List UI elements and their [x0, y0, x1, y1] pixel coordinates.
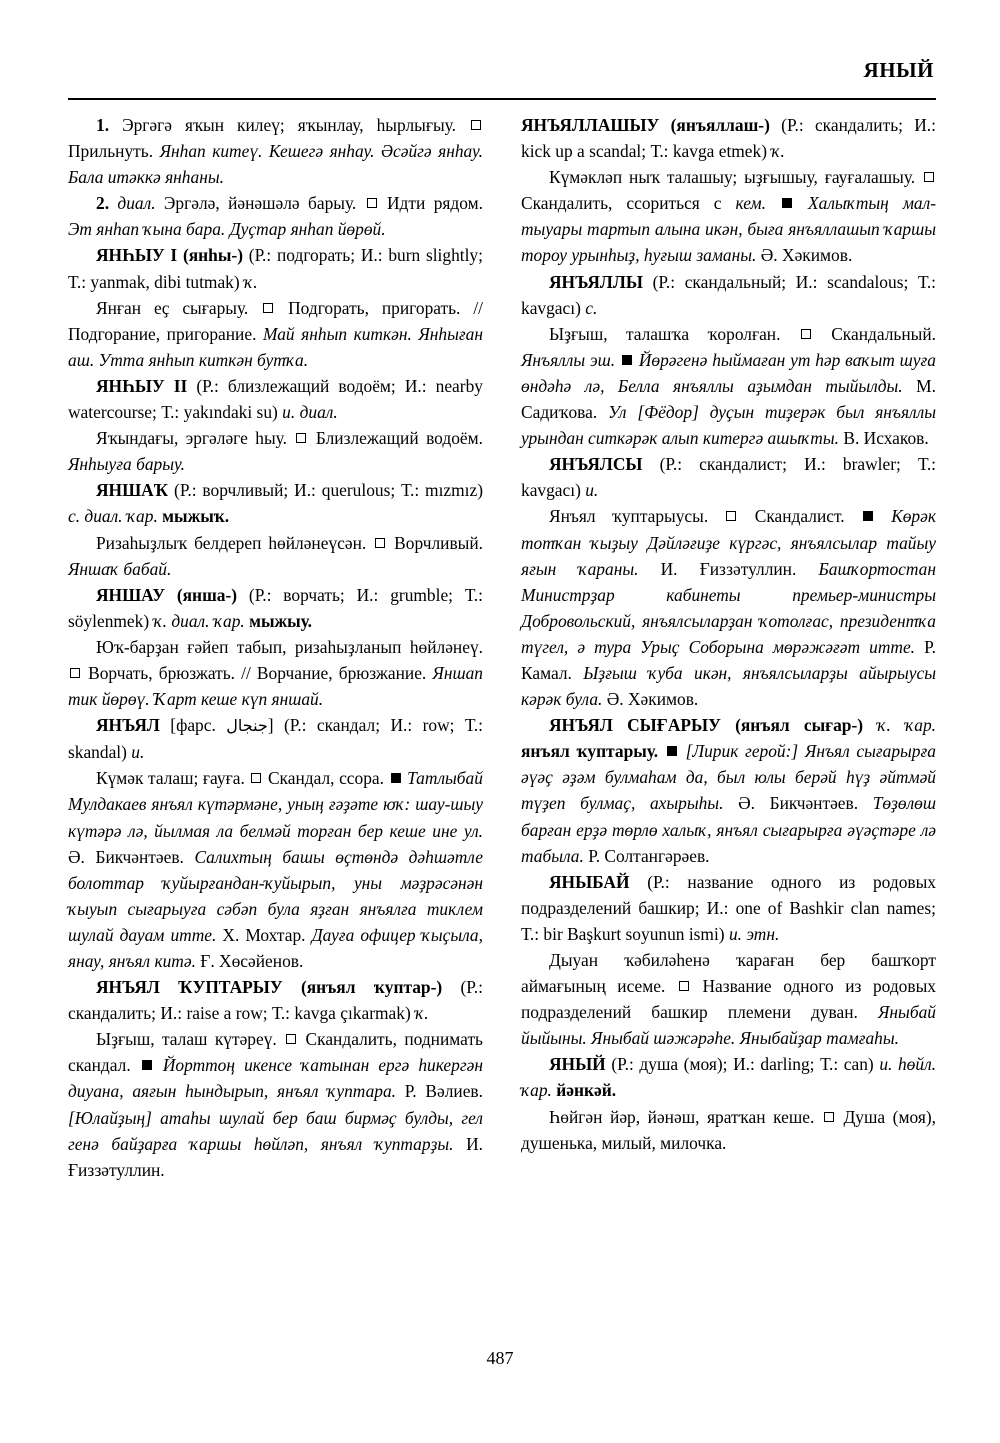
- citation-author: Ә. Хәкимов.: [606, 689, 699, 710]
- definition-bashkir: Ыҙғыш, талашҡа ҡоролған.: [549, 323, 781, 344]
- en-label: И.:: [390, 715, 413, 736]
- en-label: И.:: [795, 271, 818, 292]
- ru-label: Р.:: [466, 977, 483, 998]
- tr-label: Т.:: [521, 923, 540, 944]
- gloss-open: (: [611, 1054, 618, 1075]
- tr-label: Т.:: [917, 271, 937, 292]
- sense-1-russian: Прильнуть.: [68, 141, 154, 162]
- pos-label: ҡ. диал. ҡар.: [153, 610, 245, 631]
- entry-yanhyu-1-head: [68, 242, 483, 294]
- sense-number-2: 2.: [96, 193, 110, 214]
- entry-yanshak-body: [68, 530, 483, 582]
- entry-yanyallashyu-head: [521, 112, 936, 164]
- ru-label: Р.:: [289, 715, 307, 736]
- etymology-label: [фарс.: [170, 715, 216, 736]
- tr-label: Т.:: [464, 584, 483, 605]
- gloss-open: (: [248, 245, 255, 266]
- gloss-open: (: [652, 271, 659, 292]
- ru-gloss: скандалист;: [699, 454, 787, 475]
- headword-stem: (янһы-): [182, 245, 244, 266]
- headword-stem: (янъяллаш-): [670, 115, 770, 135]
- square-open-icon: [367, 198, 377, 208]
- en-gloss: row;: [422, 715, 455, 736]
- square-open-icon: [924, 172, 934, 182]
- citation-text: Төҙөлөш барған ерҙә төрлө халыҡ, янъял сығарырға әүәҫтәре лә табыла.: [521, 793, 936, 866]
- gloss-open: (: [460, 977, 467, 998]
- ru-gloss: скандалить;: [814, 115, 903, 135]
- pos-label: и.: [282, 402, 296, 423]
- en-label: И.:: [404, 375, 427, 396]
- definition-russian-italic-tail: кем.: [735, 193, 766, 214]
- en-gloss: nearby watercourse;: [68, 375, 483, 423]
- examples: Янһыуға барыу.: [68, 454, 185, 475]
- ru-gloss: близлежащий водоём;: [227, 375, 396, 396]
- entry-yanyal-body: [68, 765, 483, 974]
- definition-bashkir: Дыуан ҡәбиләһенә ҡараған бер башҡорт аймағының исеме.: [521, 950, 936, 997]
- en-label: И.:: [356, 584, 379, 605]
- gloss-open: (: [196, 375, 203, 396]
- citation-author: Р. Камал.: [521, 636, 936, 683]
- en-gloss: one of Bashkir clan names;: [735, 897, 936, 918]
- entry-yanshau-head: [68, 582, 483, 634]
- definition-bashkir: Ыҙғыш, талаш күтәреү.: [96, 1029, 277, 1050]
- gloss-open: (: [659, 454, 666, 475]
- entry-yanyally-head: [521, 269, 936, 321]
- running-head: ЯНЫЙ: [863, 58, 934, 82]
- en-label: И.:: [914, 115, 936, 135]
- pos-label: ҡ.: [244, 271, 258, 292]
- en-gloss: querulous;: [321, 480, 396, 501]
- entry-yanyalsy-head: [521, 451, 936, 503]
- tr-label: Т.:: [401, 480, 420, 501]
- definition-bashkir: Янъял ҡуптарыусы.: [549, 506, 709, 527]
- cross-reference: йәнкәй.: [556, 1080, 617, 1101]
- gloss-open: (: [174, 480, 180, 501]
- ru-label: Р.:: [653, 871, 670, 892]
- ru-label: Р.:: [665, 454, 683, 475]
- ru-label: Р.:: [179, 480, 197, 501]
- entry-yanybay-head: [521, 869, 936, 947]
- definition-russian: Близлежащий водоём.: [315, 428, 483, 449]
- citation-text: Салихтың башы өҫтөндә дәһшәтле болоттар ҡуйырғандан-ҡуйырып, уны мәҙрәсәнән ҡыуып сығарыуға сәбәп була яҙған янъялға тиклем шулай дауам итте.: [68, 846, 483, 945]
- headword: ЯНҺЫУ I: [96, 245, 178, 266]
- right-column: [521, 112, 936, 1342]
- tr-gloss: skandal): [68, 742, 127, 763]
- citation-text: Йорттоң икенсе ҡатынан ергә һикергән диуана, аяғын һындырып, янъял ҡуптара.: [68, 1055, 483, 1102]
- entry-yanyalsy-body: [521, 503, 936, 712]
- entry-yanyallashyu-body: [521, 164, 936, 268]
- cross-reference: мыжыҡ.: [162, 506, 230, 527]
- citation-author: И. Ғиззәтуллин.: [660, 558, 797, 579]
- square-filled-icon: [667, 746, 677, 756]
- en-gloss: burn slightly;: [388, 245, 483, 266]
- en-gloss: brawler;: [842, 454, 901, 475]
- definition-russian: Душа (моя), душенька, милый, милочка.: [521, 1106, 936, 1153]
- entry-yanyal-syrgaryu-head: [521, 712, 936, 869]
- tr-label: Т.:: [464, 715, 483, 736]
- ru-label: Р.:: [617, 1054, 634, 1075]
- sense-1-definition: Эргәгә яҡын килеү; яҡынлау, һырлығыу.: [122, 115, 456, 135]
- headword: ЯНШАУ: [96, 584, 165, 605]
- headword-stem: (янша-): [176, 584, 238, 605]
- tr-label: Т.:: [68, 271, 87, 292]
- entry-sense-continuation: [68, 112, 483, 190]
- etymology-close: ]: [267, 715, 274, 736]
- sense-2-definition: Эргәлә, йәнәшәлә барыу.: [163, 193, 357, 214]
- ru-gloss: название одного из родовых подразделений башкир;: [521, 871, 936, 918]
- citation-author: Ғ. Хөсәйенов.: [200, 951, 304, 971]
- ru-label: Р.:: [658, 271, 676, 292]
- tr-label: Т.:: [271, 1003, 291, 1024]
- tr-label: Т.:: [820, 1054, 839, 1075]
- square-open-icon: [726, 511, 736, 521]
- en-gloss: raise a row;: [186, 1003, 268, 1024]
- square-open-icon: [824, 1112, 834, 1122]
- definition-russian: Подгорать, пригорать. // Подгорание, пригорание.: [68, 297, 483, 344]
- square-filled-icon: [142, 1060, 152, 1070]
- citation-text: Дауға офицер ҡыҫыла, янау, янъял китә.: [68, 924, 483, 971]
- header-rule: [68, 98, 936, 100]
- entry-sense-2: [68, 190, 483, 242]
- square-filled-icon: [622, 355, 632, 365]
- en-gloss: kick up a scandal;: [521, 141, 647, 162]
- examples: Май янһып киткән. Янһыған аш. Утта янһып киткән бутҡа.: [68, 323, 483, 370]
- citation-author: Р. Солтангәрәев.: [588, 845, 710, 866]
- cross-reference: мыжыу.: [249, 610, 313, 631]
- tr-gloss: mızmız): [425, 480, 483, 501]
- entry-yanybay-body: [521, 947, 936, 1051]
- gloss-open: (: [647, 871, 654, 892]
- ru-label: Р.:: [254, 245, 272, 266]
- citation-text: Ул [Фёдор] дуҫын тиҙерәк был янъяллы урындан ситкәрәк алып китергә ашыҡты.: [521, 402, 936, 449]
- entry-yanyy-body: [521, 1104, 936, 1156]
- headword-stem: (янъял ҡуптар-): [300, 977, 443, 998]
- headword-stem: (янъял сығар-): [735, 715, 864, 736]
- entry-yanhyu-2-head: [68, 373, 483, 425]
- cross-reference: янъял ҡуптарыу.: [521, 741, 659, 762]
- definition-russian: Скандалить, поднимать скандал.: [68, 1029, 483, 1076]
- square-open-icon: [251, 773, 261, 783]
- definition-bashkir: Юҡ-барҙан ғәйеп табып, ризаһыҙланып һөйләнеү.: [96, 636, 483, 657]
- gloss-open: (: [283, 715, 290, 736]
- entry-yanyally-body: [521, 321, 936, 451]
- ru-gloss: скандальный;: [684, 271, 787, 292]
- ru-label: Р.:: [202, 375, 219, 396]
- definition-bashkir: Күмәк талаш; ғауға.: [96, 768, 245, 789]
- en-label: И.:: [804, 454, 826, 475]
- citation-text: Ыҙғыш ҡуба икән, янъялсыларҙы айырыусы кәрәк була.: [521, 662, 936, 710]
- pos-label: ҡ.: [415, 1003, 429, 1024]
- tr-gloss: bir Başkurt soyunun ismi): [543, 923, 725, 944]
- pos-label: и.: [585, 480, 599, 501]
- definition-bashkir: Һөйгән йәр, йәнәш, яратҡан кеше.: [549, 1106, 815, 1127]
- citation-author: Ә. Хәкимов.: [760, 245, 853, 266]
- tr-label: Т.:: [161, 402, 180, 423]
- sense-2-examples: Эт янһап ҡына бара. Дуҫтар янһап йөрөй.: [68, 219, 386, 240]
- square-filled-icon: [391, 773, 401, 783]
- citation-author: Х. Мохтар.: [222, 924, 306, 945]
- citation-author: Р. Вәлиев.: [404, 1081, 483, 1102]
- pos-extra-label: ҡар.: [905, 715, 937, 736]
- examples: Янъяллы эш.: [521, 349, 616, 370]
- pos-label: с.: [585, 297, 598, 318]
- entry-yanyal-kuptaryu-head: [68, 974, 483, 1026]
- square-open-icon: [801, 329, 811, 339]
- pos-label: ҡ.: [877, 715, 891, 736]
- square-open-icon: [471, 120, 481, 130]
- tr-label: Т.:: [917, 454, 937, 475]
- citation-text: Йөрәгенә һыймаған ут һәр ваҡыт шуға өндәһә лә, Белла янъяллы аҙымдан тыйылды.: [521, 349, 936, 396]
- entry-yanyal-head: [68, 712, 483, 765]
- sense-2-label: диал.: [117, 193, 156, 214]
- definition-russian: Ворчать, брюзжать. // Ворчание, брюзжание.: [88, 662, 427, 683]
- tr-gloss: yanmak, dibi tutmak): [90, 271, 240, 292]
- ru-label: Р.:: [786, 115, 804, 135]
- headword: ЯНЫБАЙ: [549, 871, 630, 892]
- tr-gloss: can): [843, 1054, 874, 1075]
- pos-label: и. этн.: [728, 923, 780, 944]
- square-open-icon: [296, 433, 306, 443]
- en-label: И.:: [160, 1003, 183, 1024]
- gloss-open: (: [781, 115, 787, 135]
- en-gloss: darling;: [760, 1054, 815, 1075]
- sense-2-russian: Идти рядом.: [387, 193, 483, 214]
- citation-author: М. Садиҡова.: [521, 375, 936, 423]
- square-open-icon: [679, 981, 689, 991]
- headword: ЯНЪЯЛ ҠУПТАРЫУ: [96, 977, 283, 998]
- gloss-open: (: [248, 584, 255, 605]
- definition-bashkir: Янған еҫ сығарыу.: [96, 297, 249, 318]
- tr-gloss: kavgacı): [521, 480, 581, 501]
- ru-gloss: скандалить;: [68, 1003, 156, 1024]
- definition-bashkir: Күмәкләп ныҡ талашыу; ыҙғышыу, ғауғалашыу.: [549, 167, 916, 188]
- examples: Яншаҡ бабай.: [68, 558, 172, 579]
- square-open-icon: [286, 1034, 296, 1044]
- citation-text: Халыҡтың мал-тыуары тартып алына икән, быға янъяллашып ҡаршы тороу урынһыҙ, һуғыш заманы.: [521, 193, 936, 266]
- examples: Яншап тик йөрөү. Ҡарт кеше күп яншай.: [68, 662, 483, 710]
- entry-yanyy-head: [521, 1051, 936, 1103]
- definition-russian: Скандалить, ссориться с: [521, 193, 722, 214]
- en-label: И.:: [706, 897, 729, 918]
- entry-yanshak-head: [68, 477, 483, 529]
- entry-yanhyu-1-body: [68, 295, 483, 373]
- tr-gloss: kavgacı): [521, 297, 581, 318]
- ru-gloss: ворчливый;: [202, 480, 289, 501]
- square-open-icon: [263, 303, 273, 313]
- citation-text: Татлыбай Мулдакаев янъял күтәрмәне, уның ғәҙәте юҡ: шау-шыу күтәрә лә, йылмая ла белмәй торған бер кеше ине ул.: [68, 768, 483, 841]
- citation-author: И. Ғиззәтуллин.: [68, 1133, 483, 1180]
- sense-1-examples: Янһап китеү. Кешегә янһау. Әсәйгә янһау. Бала итәккә янһаны.: [68, 141, 483, 188]
- sense-number-1: 1.: [96, 115, 110, 135]
- headword: ЯНШАҠ: [96, 480, 169, 501]
- ru-gloss: подгорать;: [277, 245, 356, 266]
- headword: ЯНЪЯЛЛАШЫУ: [521, 115, 660, 135]
- citation-text: Көрәк тотҡан ҡыҙыу Дәйләғиҙе күргәс, янъялсылар тайыу яғын ҡараны.: [521, 506, 936, 579]
- en-label: И.:: [360, 245, 383, 266]
- etymology-arabic-script: جنجال: [226, 716, 268, 736]
- ru-gloss: ворчать;: [283, 584, 345, 605]
- definition-russian: Название одного из родовых подразделений башкир племени дуван.: [521, 976, 936, 1023]
- entry-yanyal-kuptaryu-body: [68, 1026, 483, 1183]
- citation-author: Ә. Бикчәнтәев.: [738, 793, 859, 814]
- definition-russian: Скандал, ссора.: [267, 768, 384, 789]
- citation-author: В. Исхаков.: [843, 428, 929, 449]
- definition-bashkir: Ризаһыҙлыҡ белдереп һөйләнеүсән.: [96, 532, 367, 553]
- citation-author: Ә. Бикчәнтәев.: [68, 846, 184, 867]
- citation-text: [Лирик герой:] Янъял сығарырға әүәҫ әҙәм булмаһам да, был юлы берәй һүҙ әйтмәй түҙеп булмаҫ, ахырыһы.: [521, 741, 936, 814]
- pos-extra-label: диал.: [299, 402, 338, 423]
- two-column-body: [68, 112, 936, 1342]
- entry-yanshau-body: [68, 634, 483, 712]
- headword: ЯНЪЯЛЛЫ: [549, 271, 643, 292]
- en-gloss: scandalous;: [827, 271, 909, 292]
- pos-label: и.: [131, 742, 145, 763]
- ru-gloss: душа (моя);: [639, 1054, 728, 1075]
- pos-label: ҡ.: [771, 141, 785, 162]
- square-filled-icon: [863, 511, 873, 521]
- headword: ЯНЪЯЛ СЫҒАРЫУ: [549, 715, 721, 736]
- en-label: И.:: [733, 1054, 755, 1075]
- definition-bashkir: Яҡындағы, эргәләге һыу.: [96, 428, 287, 449]
- en-gloss: grumble;: [390, 584, 454, 605]
- en-label: И.:: [294, 480, 316, 501]
- square-filled-icon: [782, 198, 792, 208]
- headword: ЯНҺЫУ II: [96, 375, 188, 396]
- pos-label: с. диал. ҡар.: [68, 506, 158, 527]
- entry-yanhyu-2-body: [68, 425, 483, 477]
- definition-russian: Ворчливый.: [394, 532, 483, 553]
- definition-russian: Скандальный.: [831, 323, 936, 344]
- square-open-icon: [375, 538, 385, 548]
- headword: ЯНЫЙ: [549, 1054, 606, 1075]
- examples: Яныбай йыйыны. Яныбай шәжәрәһе. Яныбайҙар тамғаһы.: [521, 1002, 936, 1049]
- ru-label: Р.:: [254, 584, 272, 605]
- page-number: 487: [486, 1348, 514, 1368]
- tr-gloss: kavga çıkarmak): [294, 1003, 411, 1024]
- ru-gloss: скандал;: [316, 715, 381, 736]
- citation-text: Башҡортостан Министрҙар кабинеты премьер-министры Добровольский, янъялсыларҙан ҡотолғас, президентҡа түгел, ә тура Урыҫ Соборына мөрәжәғәт итте.: [521, 558, 936, 657]
- headword: ЯНЪЯЛ: [96, 715, 160, 736]
- tr-gloss: yakındaki su): [183, 402, 278, 423]
- tr-gloss: söylenmek): [68, 610, 150, 631]
- definition-russian: Скандалист.: [754, 506, 845, 527]
- tr-label: Т.:: [650, 141, 669, 162]
- headword: ЯНЪЯЛСЫ: [549, 454, 643, 475]
- square-open-icon: [70, 668, 80, 678]
- left-column: [68, 112, 483, 1342]
- citation-text: [Юлайҙың] атаһы шулай бер баш бирмәҫ булды, гел генә байҙарға ҡаршы һөйләп, янъял ҡуптарҙы.: [68, 1107, 483, 1154]
- tr-gloss: kavga etmek): [672, 141, 768, 162]
- pos-label: и. һөйл. ҡар.: [521, 1054, 936, 1101]
